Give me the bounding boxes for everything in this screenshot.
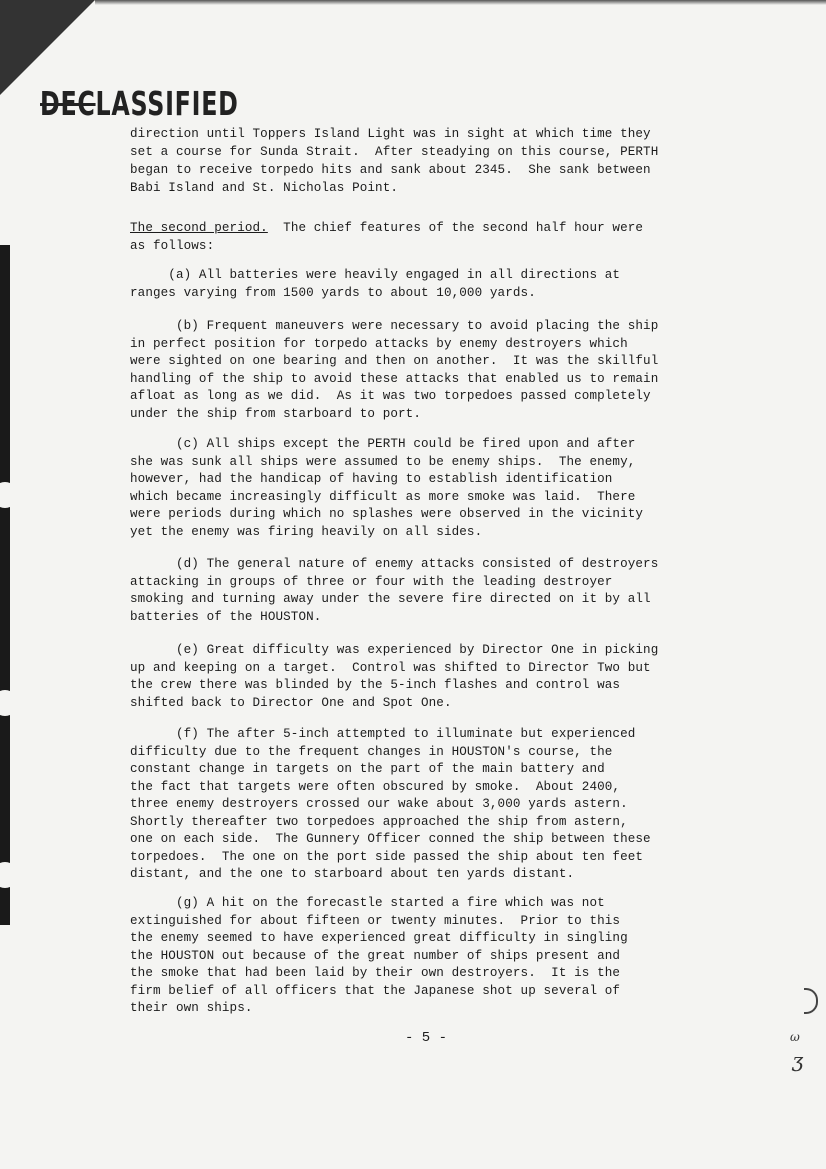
text-line: the enemy seemed to have experienced great difficulty in singling	[130, 931, 628, 945]
punch-hole	[0, 482, 18, 508]
item-f	[130, 726, 730, 920]
text-line: Shortly thereafter two torpedoes approached the ship from astern,	[130, 814, 628, 829]
handwritten-mark-2: ʒ	[792, 1048, 804, 1072]
scan-corner-shadow	[0, 0, 95, 95]
text-line: ranges varying from 1500 yards to about 10,000 yards.	[130, 286, 536, 300]
text-line: firm belief of all officers that the Japanese shot up several of	[130, 983, 621, 998]
text-line: (d) The general nature of enemy attacks consisted of destroyers	[130, 557, 659, 571]
text-line: afloat as long as we did. As it was two torpedoes passed completely	[130, 389, 651, 403]
text-line: (b) Frequent maneuvers were necessary to avoid placing the ship	[130, 319, 659, 333]
text-line: the crew there was blinded by the 5-inch flashes and control was	[130, 678, 621, 692]
stamp-struck-part: DEC	[40, 84, 96, 123]
text-line: their own ships.	[130, 1001, 253, 1015]
text-line: however, had the handicap of having to establish identification	[130, 472, 613, 486]
section-heading: The second period.	[130, 221, 268, 235]
text-line: (f) The after 5-inch attempted to illuminate but experienced	[130, 727, 636, 741]
heading-continuation: The chief features of the second half hour were	[267, 221, 644, 235]
text-line: handling of the ship to avoid these attacks that enabled us to remain	[130, 371, 659, 386]
handwritten-mark: ω	[790, 1030, 800, 1044]
text-line: (e) Great difficulty was experienced by Director One in picking	[130, 643, 659, 657]
text-line: three enemy destroyers crossed our wake about 3,000 yards astern.	[130, 797, 628, 811]
opening-paragraph	[130, 126, 730, 232]
text-line: which became increasingly difficult as more smoke was laid. There	[130, 489, 636, 504]
text-line: direction until Toppers Island Light was in sight at which time they	[130, 127, 651, 141]
text-line: extinguished for about fifteen or twenty minutes. Prior to this	[130, 913, 621, 928]
text-line: were sighted on one bearing and then on another. It was the skillful	[130, 354, 659, 368]
text-line: the fact that targets were often obscured by smoke. About 2400,	[130, 779, 621, 794]
margin-mark	[804, 988, 818, 1014]
declassified-stamp	[40, 84, 239, 123]
scan-top-edge	[95, 0, 826, 5]
text-line: distant, and the one to starboard about ten yards distant.	[130, 867, 575, 881]
text-line: the smoke that had been laid by their own destroyers. It is the	[130, 966, 621, 980]
text-line: (g) A hit on the forecastle started a fire which was not	[130, 896, 605, 910]
punch-hole-lower	[0, 690, 18, 716]
text-line: under the ship from starboard to port.	[130, 406, 421, 421]
text-line: in perfect position for torpedo attacks by enemy destroyers which	[130, 336, 628, 351]
text-line: up and keeping on a target. Control was shifted to Director Two but	[130, 660, 651, 675]
text-line: Babi Island and St. Nicholas Point.	[130, 181, 399, 195]
text-line: smoking and turning away under the severe fire directed on it by all	[130, 592, 651, 606]
text-line: shifted back to Director One and Spot One.	[130, 695, 452, 710]
text-line: (a) All batteries were heavily engaged in all directions at	[130, 268, 621, 282]
text-line: set a course for Sunda Strait. After steadying on this course, PERTH	[130, 145, 659, 159]
text-line: batteries of the HOUSTON.	[130, 609, 322, 624]
text-line: were periods during which no splashes were observed in the vicinity	[130, 507, 644, 521]
text-line: began to receive torpedo hits and sank about 2345. She sank between	[130, 163, 651, 177]
text-line: difficulty due to the frequent changes in HOUSTON's course, the	[130, 744, 613, 759]
text-line: as follows:	[130, 239, 215, 253]
text-line: torpedoes. The one on the port side passed the ship about ten feet	[130, 849, 644, 864]
text-line: one on each side. The Gunnery Officer conned the ship between these	[130, 832, 651, 846]
stamp-rest: LASSIFIED	[95, 84, 239, 123]
text-line: attacking in groups of three or four with the leading destroyer	[130, 574, 613, 589]
page-number: - 5 -	[405, 1030, 448, 1046]
text-line: constant change in targets on the part of the main battery and	[130, 762, 605, 776]
punch-hole-bottom	[0, 862, 18, 888]
text-line: (c) All ships except the PERTH could be fired upon and after	[130, 437, 636, 451]
text-line	[130, 220, 643, 238]
text-line: yet the enemy was firing heavily on all sides.	[130, 524, 483, 539]
text-line: the HOUSTON out because of the great number of ships present and	[130, 948, 621, 963]
text-line: she was sunk all ships were assumed to be enemy ships. The enemy,	[130, 454, 636, 469]
